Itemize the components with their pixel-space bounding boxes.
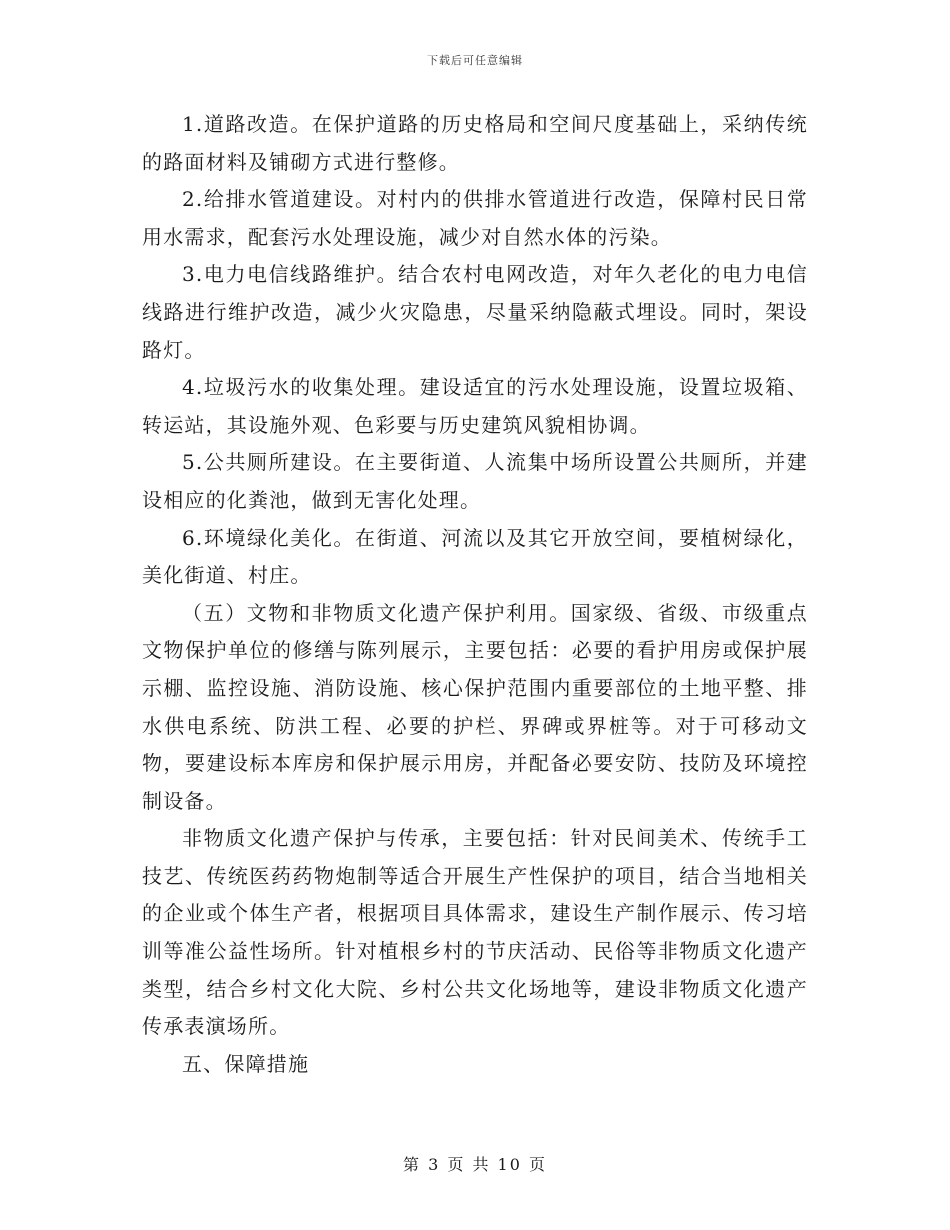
paragraph-water-pipes: 2.给排水管道建设。对村内的供排水管道进行改造，保障村民日常用水需求，配套污水处理设施，减少对自然水体的污染。: [142, 187, 808, 249]
paragraph-greening: 6.环境绿化美化。在街道、河流以及其它开放空间，要植树绿化，美化街道、村庄。: [142, 525, 808, 588]
document-body: [142, 106, 808, 1083]
page-number: 第 3 页 共 10 页: [403, 1155, 547, 1174]
page-header-note: 下载后可任意编辑: [427, 54, 523, 67]
paragraph-public-toilets: 5.公共厕所建设。在主要街道、人流集中场所设置公共厕所，并建设相应的化粪池，做到无害化处理。: [142, 450, 808, 512]
paragraph-road-renovation: 1.道路改造。在保护道路的历史格局和空间尺度基础上，采纳传统的路面材料及铺砌方式进行整修。: [142, 112, 808, 174]
paragraph-garbage-sewage: 4.垃圾污水的收集处理。建设适宜的污水处理设施，设置垃圾箱、转运站，其设施外观、色彩要与历史建筑风貌相协调。: [142, 375, 808, 437]
section-heading-safeguards: 五、保障措施: [182, 1051, 310, 1076]
paragraph-intangible-heritage: 非物质文化遗产保护与传承，主要包括：针对民间美术、传统手工技艺、传统医药药物炮制等适合开展生产性保护的项目，结合当地相关的企业或个体生产者，根据项目具体需求，建设生产制作展示、传习培训等准公益性场所。针对植根乡村的节庆活动、民俗等非物质文化遗产类型，结合乡村文化大院、乡村公共文化场地等，建设非物质文化遗产传承表演场所。: [142, 826, 808, 1039]
paragraph-power-telecom: 3.电力电信线路维护。结合农村电网改造，对年久老化的电力电信线路进行维护改造，减少火灾隐患，尽量采纳隐蔽式埋设。同时，架设路灯。: [142, 262, 808, 362]
paragraph-cultural-relics: （五）文物和非物质文化遗产保护利用。国家级、省级、市级重点文物保护单位的修缮与陈列展示，主要包括：必要的看护用房或保护展示棚、监控设施、消防设施、核心保护范围内重要部位的土地平整、排水供电系统、防洪工程、必要的护栏、界碑或界桩等。对于可移动文物，要建设标本库房和保护展示用房，并配备必要安防、技防及环境控制设备。: [142, 600, 808, 813]
